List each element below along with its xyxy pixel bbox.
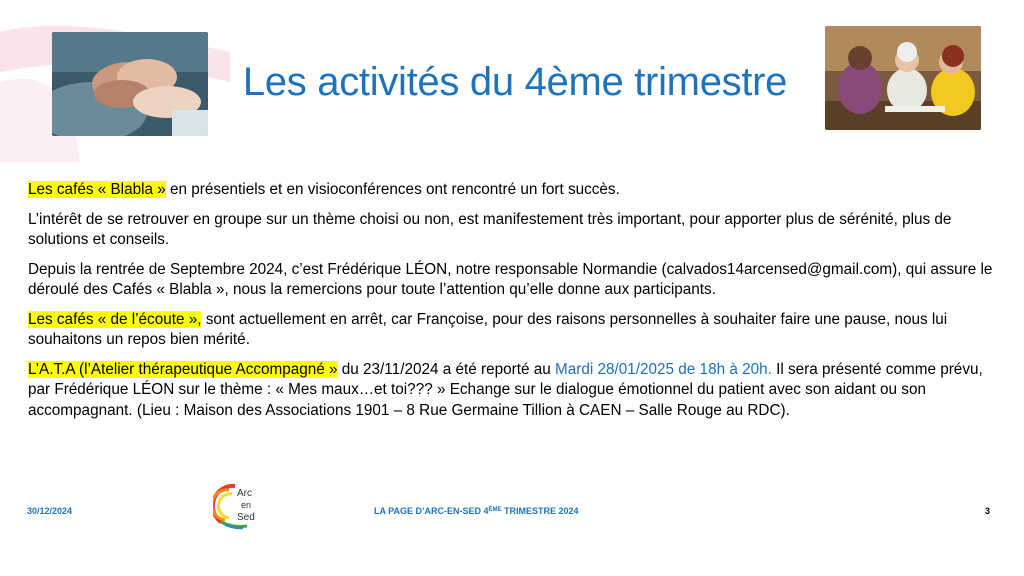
logo-text-sed: Sed [237,512,255,523]
friends-cafe-photo [825,26,981,130]
paragraph-cafes-ecoute [28,310,1008,351]
body-text [28,180,1008,430]
logo-text-arc: Arc [237,488,252,499]
paragraph-text: du 23/11/2024 a été reporté au [337,360,555,378]
paragraph-text: sont actuellement en arrêt, car Françoise, pour des raisons personnelles à souhaiter faire une pause, nous lui souhaitons un repos bien mérité. [28,310,948,348]
paragraph-text: Il sera présenté comme prévu, par Frédérique LÉON sur le thème : « Mes maux…et toi??? » Echange sur le dialogue émotionnel du patient avec son aidant ou son accompagnant. (Lieu : Maison des Associations 1901 – 8 Rue Germaine Tillion à CAEN – Salle Rouge au RDC). [28,360,983,419]
footer-title-suffix: TRIMESTRE 2024 [501,506,579,516]
paragraph-ata [28,360,1008,422]
paragraph-interet-groupe: L’intérêt de se retrouver en groupe sur un thème choisi ou non, est manifestement très important, pour apporter plus de sérénité, plus de solutions et conseils. [28,210,952,248]
footer-title-sup: ÈME [488,507,502,513]
arc-en-sed-logo [213,480,265,530]
ata-date: Mardi 28/01/2025 de 18h à 20h. [554,360,772,378]
footer-title-prefix: LA PAGE D’ARC-EN-SED 4 [374,506,489,516]
page-number: 3 [985,506,991,516]
paragraph-text: en présentiels et en visioconférences ont rencontré un fort succès. [165,181,620,198]
paragraph-frederique-leon: Depuis la rentrée de Septembre 2024, c’est Frédérique LÉON, notre responsable Normandie (calvados14arcensed@gmail.com), qui assure le déroulé des Cafés « Blabla », nous la remercions pour toute l’attention qu’elle donne aux participants. [28,260,993,298]
logo-text-en: en [241,500,252,510]
highlight-ata: L’A.T.A (l’Atelier thérapeutique Accompagné » [28,360,338,378]
footer-page-title [374,506,579,516]
footer-date: 30/12/2024 [27,506,73,516]
paragraph-cafes-blabla [28,180,1008,201]
highlight-cafes-blabla: Les cafés « Blabla » [28,181,166,198]
highlight-cafes-ecoute: Les cafés « de l’écoute », [28,310,202,328]
slide-title: Les activités du 4ème trimestre [242,60,788,104]
